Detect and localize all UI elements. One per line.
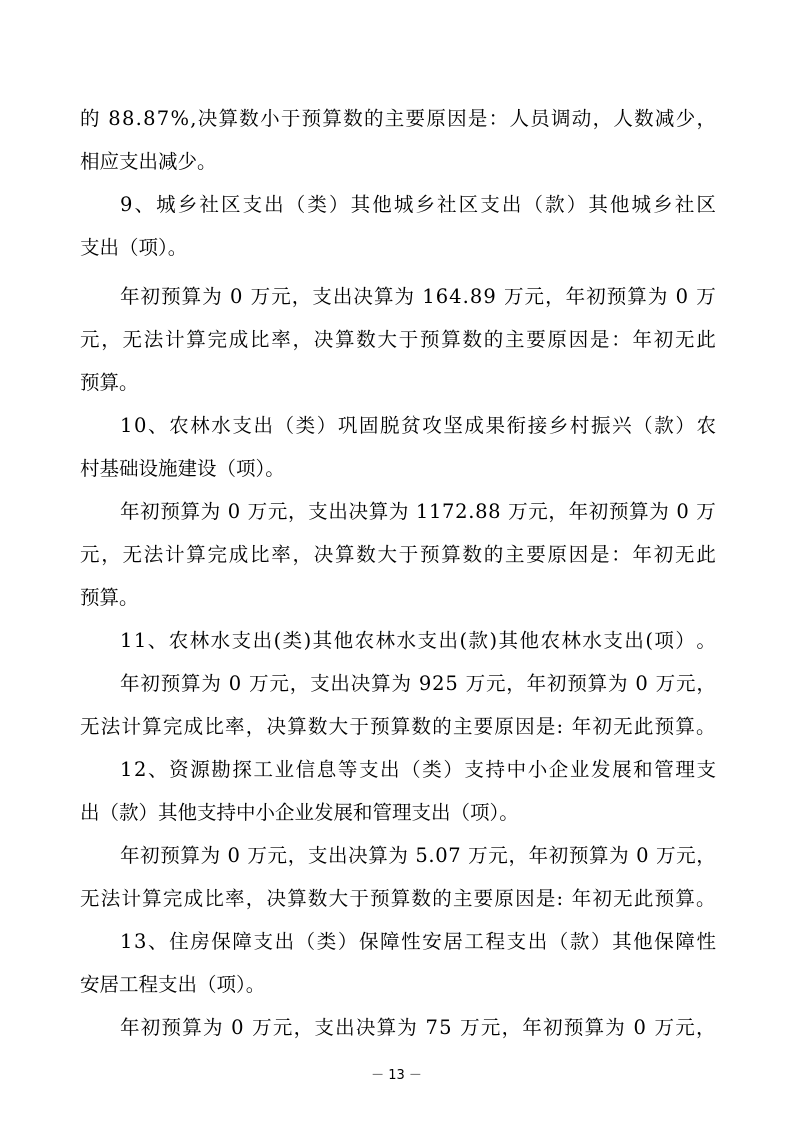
paragraph-line: 年 初 预 算 为 0 万 元 ， 支 出 决 算 为 9 2 5 万 元 ， 年 初 预 算 为 0 万 元 ，	[120, 672, 716, 695]
section-heading-line: 1 3 、 住 房 保 障 支 出 （ 类 ） 保 障 性 安 居 工 程 支 出 （ 款 ） 其 他 保 障 性	[120, 930, 716, 953]
section-heading-line: 1 0 、 农 林 水 支 出 （ 类 ） 巩 固 脱 贫 攻 坚 成 果 衔 接 乡 村 振 兴 （ 款 ） 农	[120, 414, 716, 437]
paragraph-line: 预算。	[80, 586, 139, 609]
section-heading-line: 1 1 、 农 林 水 支 出 ( 类 ) 其 他 农 林 水 支 出 ( 款 ) 其 他 农 林 水 支 出 ( 项 ） 。	[120, 629, 716, 652]
paragraph-line: 元 ， 无 法 计 算 完 成 比 率 ， 决 算 数 大 于 预 算 数 的 主 要 原 因 是 ： 年 初 无 此	[80, 543, 716, 566]
paragraph-line: 预算。	[80, 371, 139, 394]
paragraph-line: 无 法 计 算 完 成 比 率 ， 决 算 数 大 于 预 算 数 的 主 要 原 因 是 : 年 初 无 此 预 算 。	[80, 887, 716, 910]
paragraph-line: 年 初 预 算 为 0 万 元 ， 支 出 决 算 为 5 . 0 7 万 元 ， 年 初 预 算 为 0 万 元 ，	[120, 844, 716, 867]
paragraph-line: 元 ， 无 法 计 算 完 成 比 率 ， 决 算 数 大 于 预 算 数 的 主 要 原 因 是 ： 年 初 无 此	[80, 328, 716, 351]
section-heading-line: 支出（项）。	[80, 236, 188, 259]
paragraph-line: 相应支出减少。	[80, 150, 217, 173]
paragraph-line: 无 法 计 算 完 成 比 率 ， 决 算 数 大 于 预 算 数 的 主 要 原 因 是 : 年 初 无 此 预 算 。	[80, 715, 716, 738]
section-heading-line: 9 、 城 乡 社 区 支 出 （ 类 ） 其 他 城 乡 社 区 支 出 （ 款 ） 其 他 城 乡 社 区	[120, 193, 716, 216]
paragraph-line: 年 初 预 算 为 0 万 元 ， 支 出 决 算 为 1 6 4 . 8 9 万 元 ， 年 初 预 算 为 0 万	[120, 285, 716, 308]
page-number: － 13 －	[371, 1068, 422, 1083]
paragraph-line: 年 初 预 算 为 0 万 元 ， 支 出 决 算 为 1 1 7 2 . 8 8 万 元 ， 年 初 预 算 为 0 万	[120, 500, 716, 523]
paragraph-line: 的 8 8 . 8 7 % , 决 算 数 小 于 预 算 数 的 主 要 原 因 是 ： 人 员 调 动 ， 人 数 减 少 ，	[80, 107, 716, 130]
section-heading-line: 村基础设施建设（项）。	[80, 457, 285, 480]
section-heading-line: 1 2 、 资 源 勘 探 工 业 信 息 等 支 出 （ 类 ） 支 持 中 小 企 业 发 展 和 管 理 支	[120, 758, 716, 781]
section-heading-line: 出（款）其他支持中小企业发展和管理支出（项）。	[80, 801, 519, 824]
section-heading-line: 安居工程支出（项）。	[80, 973, 266, 996]
paragraph-line: 年 初 预 算 为 0 万 元 ， 支 出 决 算 为 7 5 万 元 ， 年 初 预 算 为 0 万 元 ，	[120, 1016, 716, 1039]
